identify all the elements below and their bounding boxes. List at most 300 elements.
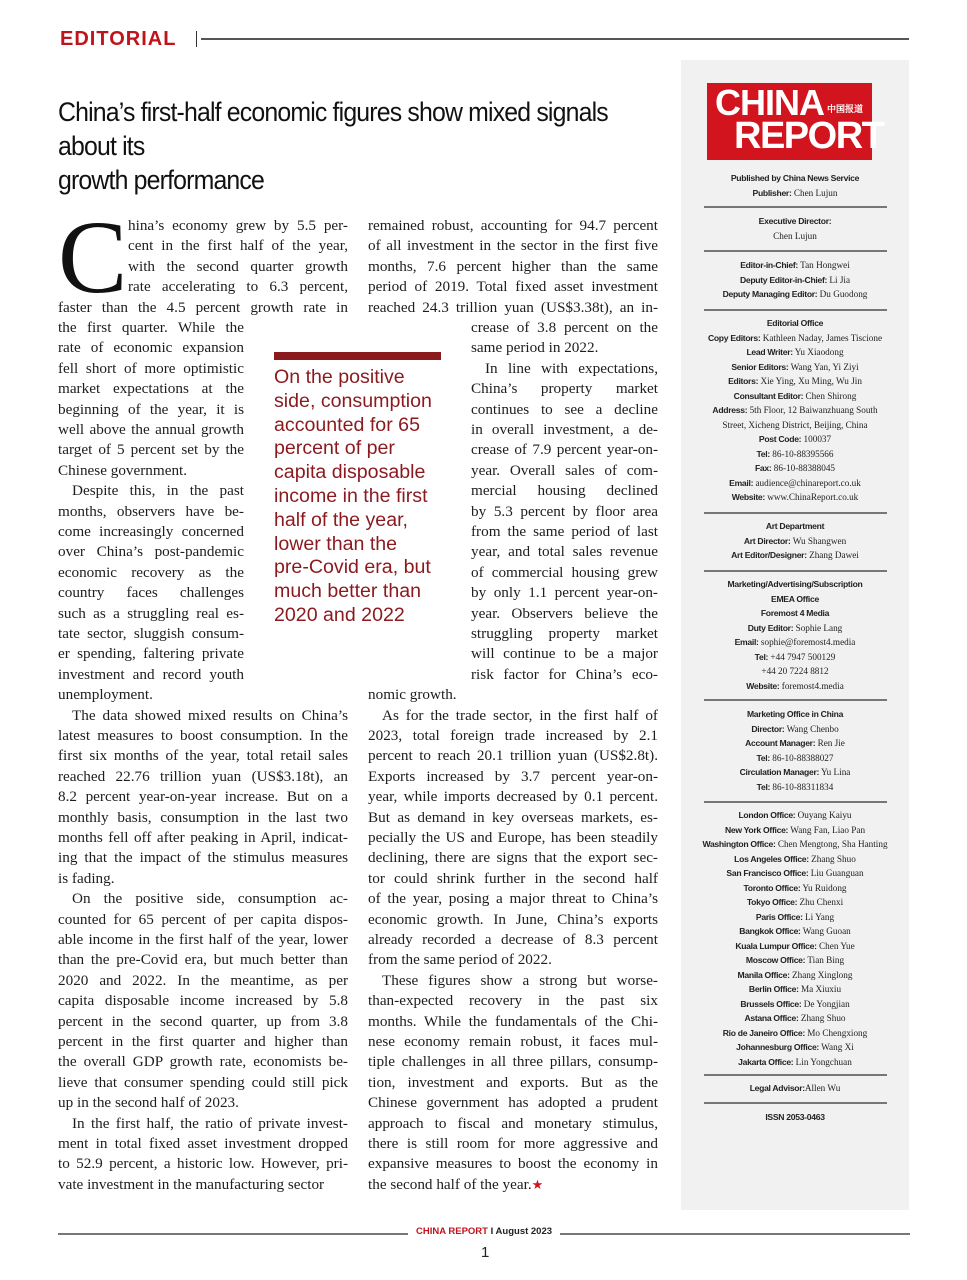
text-line: to 52.9 percent, a historic low. However, pri- <box>58 1155 348 1173</box>
text-line: will continue to be a major <box>471 645 658 663</box>
masthead-label: Director: <box>751 723 785 734</box>
text-line: capita disposable income increased by 5.8 <box>58 992 348 1010</box>
text-line: But as demand in key overseas markets, es- <box>368 808 658 826</box>
masthead-value: Zhang Dawei <box>809 550 859 560</box>
masthead-row <box>690 881 900 896</box>
logo-line-1: CHINA <box>715 82 824 123</box>
header-rule <box>201 38 909 40</box>
masthead-value: Lin Yongchuan <box>795 1056 852 1067</box>
text-line: As for the trade sector, in the first half of <box>382 706 658 724</box>
section-label: EDITORIAL <box>60 28 177 50</box>
masthead-value: Yu Ruidong <box>802 882 847 893</box>
text-line: economic recovery as the <box>58 563 244 581</box>
text-line: months, observers have be- <box>58 502 244 520</box>
text-line: the first quarter. While the <box>58 319 244 336</box>
text-line: is fading. <box>58 869 115 887</box>
text-line: crease of 7.9 percent year-on- <box>471 441 658 459</box>
masthead-label: Tel: <box>754 651 769 662</box>
section-divider-tick <box>196 31 197 47</box>
publisher-block <box>690 171 900 200</box>
text-line: already recorded a decrease of 8.3 percent <box>368 931 658 948</box>
pull-quote-line: On the positive <box>274 366 405 388</box>
masthead-label: Editor-in-Chief: <box>740 260 798 270</box>
masthead-row <box>690 389 900 404</box>
text-line: hina’s economy grew by 5.5 per- <box>128 217 348 234</box>
executive-director-label: Executive Director: <box>758 216 832 226</box>
masthead-label: Circulation Manager: <box>739 767 820 777</box>
masthead-value: Ren Jie <box>817 738 845 748</box>
marketing-block <box>690 577 900 693</box>
legal-advisor-value: Allen Wu <box>804 1083 841 1093</box>
masthead-label: Editors: <box>728 376 759 386</box>
masthead-row <box>690 837 900 852</box>
text-line: In the first half, the ratio of private invest- <box>72 1114 348 1132</box>
text-line: monthly basis, consumption in the last two <box>58 808 348 826</box>
text-line: 2020 and 2022. In the meantime, as per <box>58 971 348 989</box>
text-line: reached 22.76 trillion yuan (US$3.18t), an <box>58 767 348 785</box>
masthead-label: Washington Office: <box>702 839 776 849</box>
text-line: unemployment. <box>58 686 153 704</box>
masthead-row <box>690 910 900 925</box>
masthead-label: Senior Editors: <box>731 361 789 372</box>
masthead-row <box>690 1026 900 1041</box>
masthead-label: Paris Office: <box>755 911 803 922</box>
text-line: struggling property market <box>471 625 658 642</box>
masthead-rule <box>704 1102 887 1104</box>
text-line: Chinese government has adopted a prudent <box>368 1094 658 1112</box>
text-line: with the second quarter growth <box>128 257 348 275</box>
masthead-value: Wang Chenbo <box>786 723 839 734</box>
masthead-value: audience@chinareport.co.uk <box>755 477 861 488</box>
text-line: faster than the 4.5 percent growth rate in <box>58 298 348 316</box>
footer-rule-right <box>560 1233 910 1235</box>
text-line: of the year, posing a major threat to China’s <box>368 890 658 908</box>
masthead-rule <box>704 1074 887 1076</box>
text-line: year. Overall sales of com- <box>471 461 658 479</box>
text-line: In line with expectations, <box>485 359 658 377</box>
masthead-value: Chen Yue <box>819 940 855 951</box>
masthead-label: San Francisco Office: <box>726 868 809 878</box>
pull-quote-line: income in the first <box>274 484 428 507</box>
masthead-label: Tel: <box>756 781 771 792</box>
text-line: from the same period of 2022. <box>368 951 552 969</box>
masthead-row <box>690 895 900 910</box>
masthead-label: London Office: <box>738 810 796 820</box>
footer-brand: CHINA REPORT <box>416 1226 488 1237</box>
masthead-label: Consultant Editor: <box>733 390 804 401</box>
masthead-value: Xie Ying, Xu Ming, Wu Jin <box>760 376 862 386</box>
text-line: by only 1.1 percent year-on- <box>471 584 658 602</box>
masthead-value: Chen Shirong <box>805 390 857 401</box>
masthead-value: Wang Guoan <box>802 926 851 936</box>
masthead-value: Yu Xiaodong <box>794 347 844 357</box>
publisher-value: Chen Lujun <box>793 187 838 198</box>
masthead-value: Kathleen Naday, James Tiscione <box>762 332 883 343</box>
text-line: cent in the first half of the year, <box>128 237 348 255</box>
masthead-label: Website: <box>731 492 765 502</box>
text-line: remained robust, accounting for 94.7 percent <box>368 217 658 234</box>
masthead-row <box>690 1055 900 1070</box>
text-line: months fell off after peaking in April, indicat- <box>58 829 348 846</box>
masthead-heading-row <box>690 519 900 534</box>
masthead-value: +44 7947 500129 <box>770 651 836 662</box>
masthead-label: Deputy Managing Editor: <box>722 289 818 299</box>
text-line: mercial housing declined <box>471 482 658 500</box>
article-title <box>58 95 610 197</box>
text-line: than the pre-Covid era, but much better than <box>58 951 348 969</box>
masthead-row <box>690 432 900 447</box>
masthead-value: Chen Mengtong, Sha Hanting <box>777 839 888 849</box>
pull-quote-line: percent of per <box>274 437 395 460</box>
text-line: months, 7.6 percent higher than the same <box>368 257 658 275</box>
masthead-row <box>690 476 900 491</box>
masthead-row <box>690 780 900 795</box>
text-line: risk factor for China’s eco- <box>471 665 658 683</box>
text-line: nese economy remain robust, it faces mul- <box>368 1033 658 1050</box>
masthead-row <box>690 808 900 823</box>
pull-quote-line: 2020 and 2022 <box>274 603 405 626</box>
masthead-row <box>690 751 900 766</box>
masthead-row <box>690 650 900 665</box>
masthead-label: Art Editor/Designer: <box>731 550 807 560</box>
masthead-heading: Editorial Office <box>766 318 824 328</box>
masthead-row <box>690 968 900 983</box>
text-line: rate of economic expansion <box>58 339 244 357</box>
masthead-value: Sophie Lang <box>795 622 843 633</box>
masthead-row <box>690 635 900 650</box>
masthead-value: De Yongjian <box>803 998 850 1009</box>
masthead-row <box>690 331 900 346</box>
masthead-label: Toronto Office: <box>743 882 801 893</box>
masthead-value: Wang Fan, Liao Pan <box>790 824 866 835</box>
text-line: pecially the US and Europe, has been steadily <box>368 829 658 846</box>
masthead-row <box>690 273 900 288</box>
pull-quote-line: lower than the <box>274 532 398 555</box>
masthead-label: Website: <box>746 680 780 691</box>
masthead-row <box>690 823 900 838</box>
masthead-value: Tan Hongwei <box>800 260 850 270</box>
text-line: economic growth. In June, China’s exports <box>368 910 658 928</box>
text-line: ment in total fixed asset investment dropped <box>58 1135 348 1152</box>
pull-quote-line: much better than <box>274 580 422 603</box>
masthead-value: 86-10-88395566 <box>772 448 834 459</box>
text-line: crease of 3.8 percent on the <box>471 319 658 336</box>
masthead-label: New York Office: <box>724 824 789 835</box>
china-marketing-block <box>690 707 900 794</box>
editorial-office-block <box>690 316 900 505</box>
text-line: percent to reach 20.1 trillion yuan (US$2.8t). <box>368 747 658 765</box>
masthead-row <box>690 982 900 997</box>
text-line: able income in the first half of the year, lower <box>58 931 348 948</box>
pull-quote-line: side, consumption <box>274 389 432 412</box>
published-by: Published by China News Service <box>730 173 860 183</box>
masthead-value: foremost4.media <box>781 680 844 691</box>
masthead-row <box>690 736 900 751</box>
masthead-value: Wang Yan, Yi Ziyi <box>790 361 859 372</box>
masthead-row <box>690 866 900 881</box>
masthead-row <box>690 621 900 636</box>
issn-block <box>690 1110 900 1125</box>
masthead-label: Bangkok Office: <box>739 926 801 936</box>
text-line: well above the annual growth <box>58 421 244 438</box>
masthead-label: Post Code: <box>758 434 802 444</box>
masthead-row <box>690 490 900 505</box>
masthead-row <box>690 997 900 1012</box>
executive-director-value: Chen Lujun <box>773 230 817 241</box>
text-line: tiple challenges in all three pillars, consump- <box>368 1053 658 1071</box>
masthead-label: Copy Editors: <box>707 332 761 343</box>
masthead-label: Account Manager: <box>745 738 816 748</box>
text-line: approach to fiscal and monetary stimulus, <box>368 1114 658 1132</box>
masthead-label: Berlin Office: <box>748 984 799 994</box>
footer-issue-date: August 2023 <box>495 1226 553 1237</box>
text-line: rate accelerating to 6.3 percent, <box>128 278 348 296</box>
text-line: of commercial housing grew <box>471 563 658 581</box>
masthead-value: 5th Floor, 12 Baiwanzhuang South <box>749 405 878 415</box>
masthead-heading-row <box>690 592 900 607</box>
masthead-rule <box>704 570 887 572</box>
legal-advisor-label: Legal Advisor: <box>749 1083 805 1093</box>
masthead-row <box>690 403 900 418</box>
masthead-value: Zhang Shuo <box>800 1013 846 1023</box>
text-line: expansive measures to boost the economy in <box>368 1155 658 1173</box>
masthead-value: Li Jia <box>829 274 851 285</box>
end-mark-star-icon: ★ <box>531 1176 544 1192</box>
masthead-label: Address: <box>712 405 748 415</box>
masthead-heading: Marketing/Advertising/Subscription <box>727 579 863 589</box>
text-line: such as a struggling real es- <box>58 604 244 622</box>
text-line: year, while imports decreased by 0.1 percent. <box>368 788 658 806</box>
masthead-label: Email: <box>729 477 754 488</box>
text-line: up in the second half of 2023. <box>58 1094 239 1112</box>
masthead-rule <box>704 801 887 803</box>
text-line: The data showed mixed results on China’s <box>72 706 348 724</box>
text-line: nomic growth. <box>368 686 457 704</box>
masthead-label: Tel: <box>756 752 770 763</box>
issn: ISSN 2053-0463 <box>765 1112 825 1122</box>
text-line: investment and record youth <box>58 665 244 683</box>
masthead-row <box>690 534 900 549</box>
masthead-value: www.ChinaReport.co.uk <box>767 492 859 502</box>
masthead-row <box>690 765 900 780</box>
text-line: Chinese government. <box>58 461 188 479</box>
masthead-label: Moscow Office: <box>745 955 806 965</box>
masthead-label: Art Director: <box>743 535 791 546</box>
article-title-line-2: growth performance <box>58 165 265 195</box>
pull-quote-line: capita disposable <box>274 461 426 484</box>
text-line: come increasingly concerned <box>58 523 244 540</box>
masthead-label: Duty Editor: <box>747 622 794 633</box>
masthead-heading: Art Department <box>765 521 825 531</box>
masthead-rule <box>704 512 887 514</box>
text-line: the overall GDP growth rate, economists be- <box>58 1053 348 1071</box>
footer-separator: I <box>490 1226 494 1237</box>
masthead-label: Kuala Lumpur Office: <box>735 940 817 951</box>
text-line: beginning of the year, it is <box>58 400 244 418</box>
masthead-label: Rio de Janeiro Office: <box>722 1027 805 1038</box>
pull-quote-line: half of the year, <box>274 508 408 531</box>
masthead-label: Manila Office: <box>737 969 790 980</box>
text-line: percent in the second quarter, up from 3.8 <box>58 1012 348 1030</box>
text-line: tion, investment and exports. But as the <box>368 1073 658 1091</box>
text-line: country faces challenges <box>58 584 244 602</box>
text-line: market expectations at the <box>58 380 244 398</box>
footer-issue <box>416 1226 552 1237</box>
footer-rule-left <box>58 1233 408 1235</box>
masthead-heading: EMEA Office <box>771 593 819 604</box>
pull-quote-bar <box>274 352 441 360</box>
masthead-value: Yu Lina <box>821 767 851 777</box>
text-line: reached 24.3 trillion yuan (US$3.38t), an in- <box>368 298 658 316</box>
masthead-label: Fax: <box>754 463 772 473</box>
masthead-heading-row <box>690 707 900 722</box>
masthead-row <box>690 939 900 954</box>
masthead-row <box>690 664 900 679</box>
masthead-row <box>690 1011 900 1026</box>
text-line: 8.2 percent year-on-year increase. But on a <box>58 788 348 806</box>
drop-cap: C <box>58 200 128 315</box>
masthead-value: Zhang Xinglong <box>791 969 853 980</box>
china-report-logo <box>707 82 884 160</box>
text-line: same period in 2022. <box>471 339 599 357</box>
masthead-row <box>690 374 900 389</box>
text-line: in overall investment, a de- <box>471 421 658 438</box>
masthead-row <box>690 360 900 375</box>
text-line: first six months of the year, total retail sales <box>58 747 348 765</box>
text-line: 2023, total foreign trade increased by 2.1 <box>368 727 658 744</box>
masthead-row <box>690 1040 900 1055</box>
text-line: declining, there are signs that the export sec- <box>368 849 658 867</box>
masthead-row <box>690 418 900 433</box>
text-line: latest measures to boost consumption. In the <box>58 727 348 744</box>
text-line: tate sector, sluggish consum- <box>58 625 244 642</box>
masthead-label: Astana Office: <box>744 1013 799 1023</box>
masthead-row <box>690 345 900 360</box>
text-line: er spending, faltering private <box>58 645 244 663</box>
publisher-label: Publisher: <box>752 187 792 198</box>
text-line: there is still room for more aggressive and <box>368 1135 658 1152</box>
text-line: year, and total sales revenue <box>471 543 658 561</box>
masthead-row <box>690 548 900 563</box>
masthead-value: Zhang Shuo <box>811 853 856 864</box>
masthead-row <box>690 924 900 939</box>
masthead-value: Tian Bing <box>807 955 845 965</box>
logo-line-2: REPORT <box>734 115 884 157</box>
masthead-label: Johannesburg Office: <box>736 1042 819 1052</box>
masthead-label: Tel: <box>756 448 770 459</box>
masthead-value: +44 20 7224 8812 <box>761 666 829 676</box>
masthead-rule <box>704 206 887 208</box>
masthead-heading: Marketing Office in China <box>746 709 844 719</box>
text-line: ing that the impact of the stimulus measures <box>58 849 348 867</box>
pull-quote <box>274 366 454 628</box>
editors-block <box>690 258 900 302</box>
masthead-label: Jakarta Office: <box>738 1056 794 1067</box>
art-department-block <box>690 519 900 563</box>
text-line: fell short of more optimistic <box>58 359 244 377</box>
masthead-value: Mo Chengxiong <box>807 1027 868 1038</box>
text-line: over China’s post-pandemic <box>58 543 244 561</box>
masthead-label: Tokyo Office: <box>746 897 798 907</box>
legal-advisor-block <box>690 1081 900 1096</box>
overseas-offices-block <box>690 808 900 1069</box>
text-line: percent in the first quarter and higher than <box>58 1033 348 1050</box>
text-line: tor could shrink further in the second half <box>368 869 658 887</box>
masthead-value: Liu Guanguan <box>810 868 864 878</box>
text-line: by 5.3 percent by floor area <box>471 502 658 520</box>
masthead-label: Brussels Office: <box>740 998 802 1009</box>
masthead-row <box>690 722 900 737</box>
masthead-heading-row <box>690 316 900 331</box>
masthead-value: Li Yang <box>804 911 835 922</box>
masthead-label: Los Angeles Office: <box>734 853 809 864</box>
masthead-value: 86-10-88388027 <box>772 752 834 763</box>
masthead-value: 86-10-88311834 <box>772 781 834 792</box>
masthead-value: Street, Xicheng District, Beijing, China <box>722 419 868 430</box>
page-number: 1 <box>481 1244 490 1261</box>
text-line: lieve that consumer spending could still pick <box>58 1073 348 1091</box>
masthead-value: 86-10-88388045 <box>773 463 836 473</box>
masthead-row <box>690 461 900 476</box>
masthead-heading-row <box>690 577 900 592</box>
logo-chinese: 中国报道 <box>827 105 864 115</box>
executive-director-block <box>690 214 900 243</box>
masthead-value: sophie@foremost4.media <box>760 637 856 647</box>
masthead-row <box>690 852 900 867</box>
text-line: China’s property market <box>471 380 658 398</box>
masthead-value: Ouyang Kaiyu <box>797 810 852 820</box>
masthead-heading-row <box>690 606 900 621</box>
text-line: vate investment in the manufacturing sector <box>58 1175 325 1193</box>
text-line: from the same period of last <box>471 523 658 540</box>
text-line: On the positive side, consumption ac- <box>72 890 348 908</box>
pull-quote-line: accounted for 65 <box>274 413 420 436</box>
masthead-rule <box>704 699 887 701</box>
masthead-value: Du Guodong <box>819 289 868 299</box>
text-line: Despite this, in the past <box>72 482 244 500</box>
masthead-row <box>690 287 900 302</box>
text-line: of all investment in the sector in the first five <box>368 237 658 255</box>
masthead-row <box>690 447 900 462</box>
text-line: These figures show a strong but worse- <box>382 971 658 989</box>
text-line: months. While the fundamentals of the Chi- <box>368 1012 658 1030</box>
masthead-value: Zhu Chenxi <box>799 897 844 907</box>
pull-quote-line: pre-Covid era, but <box>274 556 431 579</box>
masthead-label: Deputy Editor-in-Chief: <box>739 274 828 285</box>
masthead-row <box>690 953 900 968</box>
text-line: counted for 65 percent of per capita dispos- <box>58 910 348 928</box>
text-line: target of 5 percent set by the <box>58 441 244 459</box>
masthead-value: Wang Xi <box>821 1042 854 1052</box>
text-line: than-expected recovery in the past six <box>368 992 658 1010</box>
masthead-value: 100037 <box>803 434 832 444</box>
masthead-rule <box>704 250 887 252</box>
masthead-row <box>690 679 900 694</box>
text-line: Exports increased by 3.7 percent year-on- <box>368 767 658 785</box>
masthead-rule <box>704 309 887 311</box>
text-line: year. Observers believe the <box>471 604 658 622</box>
masthead-value: Wu Shangwen <box>792 535 847 546</box>
text-line: period of 2019. Total fixed asset investment <box>368 278 658 296</box>
masthead-heading: Foremost 4 Media <box>760 608 830 618</box>
masthead-value: Ma Xiuxiu <box>800 984 842 994</box>
article-title-line-1: China’s first-half economic figures show mixed signals about its <box>58 97 608 161</box>
text-line: the second half of the year.★ <box>368 1175 544 1193</box>
masthead-label: Email: <box>734 637 759 647</box>
masthead-label: Lead Writer: <box>746 347 793 357</box>
text-line: continues to see a decline <box>471 400 658 418</box>
masthead-row <box>690 258 900 273</box>
